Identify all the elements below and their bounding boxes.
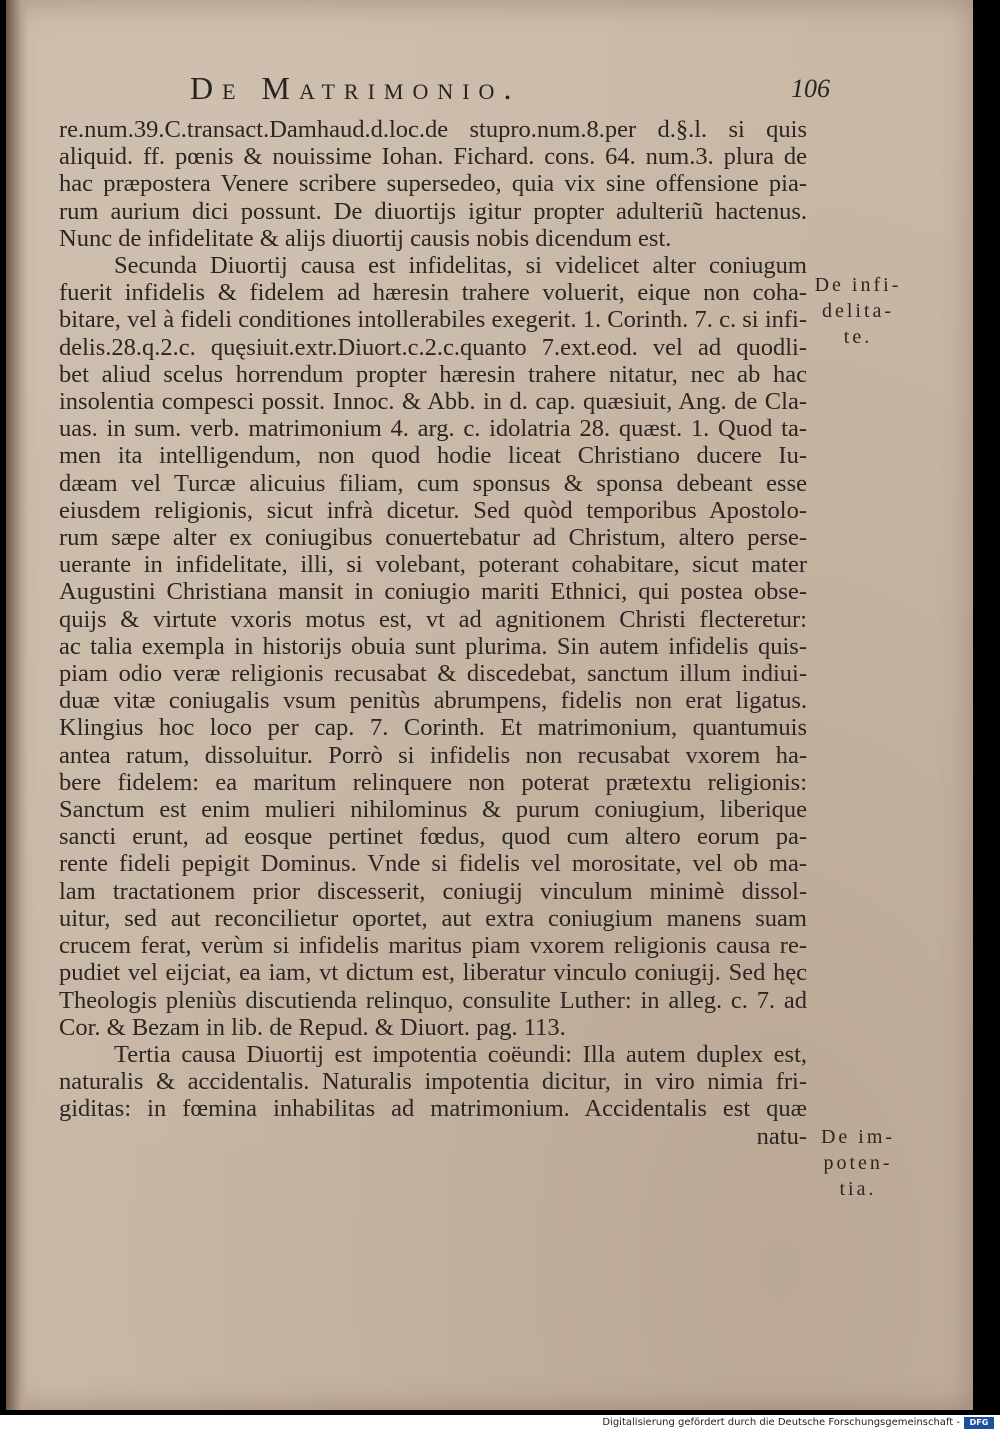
marginal-note-infidelitate xyxy=(806,272,910,350)
text-line: uitur, sed aut reconcilietur oportet, aut extra coniugium manens suam xyxy=(59,904,807,932)
text-line: Augustini Christiana mansit in coniugio mariti Ethnici, qui postea obse- xyxy=(59,578,807,606)
text-line: Cor. & Bezam in lib. de Repud. & Diuort. pag. 113. xyxy=(59,1013,566,1041)
text-line: pudiet vel eijciat, ea iam, vt dictum est, liberatur vinculo coniugij. Sed hęc xyxy=(59,959,807,987)
running-head xyxy=(190,70,830,110)
catchword: natu- xyxy=(756,1122,807,1150)
text-line: quijs & virtute vxoris motus est, vt ad agnitionem Christi flecteretur: xyxy=(59,605,807,633)
marginal-note-line: De infi- xyxy=(814,274,902,296)
page-binding-edge xyxy=(6,0,28,1410)
text-line: piam odio veræ religionis recusabat & discedebat, sanctum illum indiui- xyxy=(59,660,807,688)
running-head-title: De Matrimonio. xyxy=(190,70,521,106)
text-line: re.num.39.C.transact.Damhaud.d.loc.de stupro.num.8.per d.§.l. si quis xyxy=(59,116,807,143)
text-line: men ita intelligendum, non quod hodie liceat Christiano ducere Iu- xyxy=(59,442,807,470)
paragraph-start-line: Tertia causa Diuortij est impotentia coëundi: Illa autem duplex est, xyxy=(114,1040,807,1068)
text-line: dæam vel Turcæ alicuius filiam, cum sponsus & sponsa debeant esse xyxy=(59,469,807,497)
funding-note: Digitalisierung gefördert durch die Deutsche Forschungsgemeinschaft - xyxy=(602,1417,960,1428)
text-line: Theologis pleniùs discutienda relinquo, consulite Luther: in alleg. c. 7. ad xyxy=(59,986,807,1014)
text-line: hac præpostera Venere scribere supersedeo, quia vix sine offensione pia- xyxy=(59,170,807,198)
text-line: giditas: in fœmina inhabilitas ad matrimonium. Accidentalis est quæ xyxy=(59,1095,807,1123)
marginal-note-line: delita- xyxy=(821,300,895,322)
text-line: Klingius hoc loco per cap. 7. Corinth. Et matrimonium, quantumuis xyxy=(59,714,807,742)
text-line: bet aliud scelus horrendum propter hæresin trahere nitatur, nec ab hac xyxy=(59,360,807,388)
paragraph-start-line: Secunda Diuortij causa est infidelitas, si videlicet alter coniugum xyxy=(114,252,807,280)
marginal-note-impotentia xyxy=(808,1124,908,1202)
text-line: bere fidelem: ea maritum relinquere non poterat prætextu religionis: xyxy=(59,768,807,796)
text-line: delis.28.q.2.c. quęsiuit.extr.Diuort.c.2.c.quanto 7.ext.eod. vel ad quodli- xyxy=(59,333,807,361)
text-line: Sanctum est enim mulieri nihilominus & purum coniugium, liberique xyxy=(59,796,807,824)
page-number: 106 xyxy=(791,74,830,103)
text-line: rente fideli pepigit Dominus. Vnde si fidelis vel morositate, vel ob ma- xyxy=(59,850,807,878)
text-line: duæ vitæ coniugalis vsum penitùs abrumpens, fidelis non erat ligatus. xyxy=(59,687,807,715)
text-line: rum aurium dici possunt. De diuortijs igitur propter adulteriũ hactenus. xyxy=(59,197,807,225)
text-line: uas. in sum. verb. matrimonium 4. arg. c. idolatria 28. quæst. 1. Quod ta- xyxy=(59,415,807,443)
text-line: bitare, vel à fideli conditiones intollerabiles exegerit. 1. Corinth. 7. c. si infi- xyxy=(59,306,807,334)
marginal-note-line: te. xyxy=(843,326,873,348)
text-line: fuerit infidelis & fidelem ad hæresin trahere voluerit, eique non coha- xyxy=(59,279,807,307)
text-line: uerante in infidelitate, illi, si volebant, poterant cohabitare, sicut mater xyxy=(59,551,807,579)
text-line: sancti erunt, ad eosque pertinet fœdus, quod cum altero eorum pa- xyxy=(59,823,807,851)
text-line: Nunc de infidelitate & alijs diuortij causis nobis dicendum est. xyxy=(59,224,672,252)
text-line: rum sæpe alter ex coniugibus conuertebatur ad Christum, altero perse- xyxy=(59,524,807,552)
text-line: crucem ferat, verùm si infidelis maritus piam vxorem religionis causa re- xyxy=(59,932,807,960)
footer-bar xyxy=(0,1415,1000,1432)
text-line: eiusdem religionis, sicut infrà dicetur. Sed quòd temporibus Apostolo- xyxy=(59,496,807,524)
text-line: ac talia exempla in historijs obuia sunt plurima. Sin autem infidelis quis- xyxy=(59,632,807,660)
marginal-note-line: tia. xyxy=(839,1178,877,1200)
text-line: antea ratum, dissoluitur. Porrò si infidelis non recusabat vxorem ha- xyxy=(59,741,807,769)
body-text xyxy=(59,116,807,1150)
marginal-note-line: De im- xyxy=(820,1126,896,1148)
marginal-note-line: poten- xyxy=(823,1152,893,1174)
text-line: naturalis & accidentalis. Naturalis impotentia dicitur, in viro nimia fri- xyxy=(59,1068,807,1096)
text-line: aliquid. ff. pœnis & nouissime Iohan. Fichard. cons. 64. num.3. plura de xyxy=(59,143,807,171)
dfg-logo[interactable]: DFG xyxy=(964,1417,994,1429)
text-line: insolentia compesci possit. Innoc. & Abb. in d. cap. quæsiuit, Ang. de Cla- xyxy=(59,388,807,416)
text-line: lam tractationem prior discesserit, coniugij vinculum minimè dissol- xyxy=(59,877,807,905)
